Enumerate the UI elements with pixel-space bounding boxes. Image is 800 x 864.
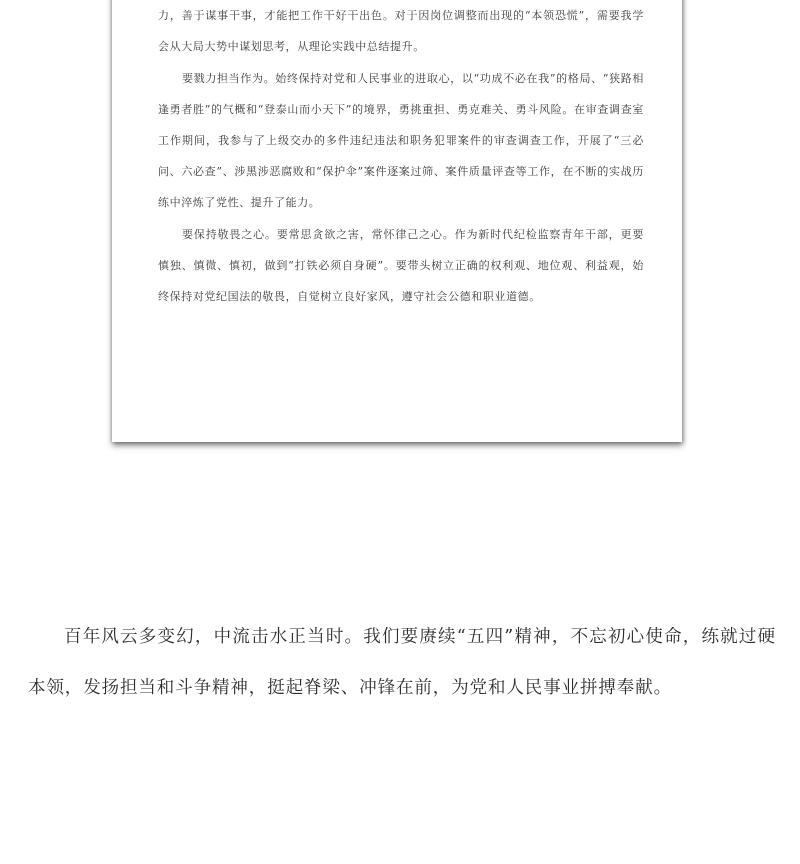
closing-paragraph: 百年风云多变幻，中流击水正当时。我们要赓续“五四”精神，不忘初心使命，练就过硬本领，发扬担当和斗争精神，挺起脊梁、冲锋在前，为党和人民事业拼搏奉献。 [28,627,776,698]
document-page-preview [112,0,682,442]
document-paragraph: 要保持敬畏之心。要常思贪欲之害，常怀律己之心。作为新时代纪检监察青年干部，更要慎独、慎微、慎初，做到“打铁必须自身硬”。要带头树立正确的权利观、地位观、利益观，始终保持对党纪国法的敬畏，自觉树立良好家风，遵守社会公德和职业道德。 [158,228,644,303]
document-paragraph: 力，善于谋事干事，才能把工作干好干出色。对于因岗位调整而出现的“本领恐慌”，需要我学会从大局大势中谋划思考，从理论实践中总结提升。 [158,9,644,53]
document-paragraph: 要戮力担当作为。始终保持对党和人民事业的进取心，以“功成不必在我”的格局、“狭路相逢勇者胜”的气概和“登泰山而小天下”的境界，勇挑重担、勇克难关、勇斗风险。在审查调查室工作期间，我参与了上级交办的多件违纪违法和职务犯罪案件的审查调查工作，开展了“三必问、六必查”、涉黑涉恶腐败和“保护伞”案件逐案过筛、案件质量评查等工作，在不断的实战历练中淬炼了党性、提升了能力。 [158,72,644,209]
